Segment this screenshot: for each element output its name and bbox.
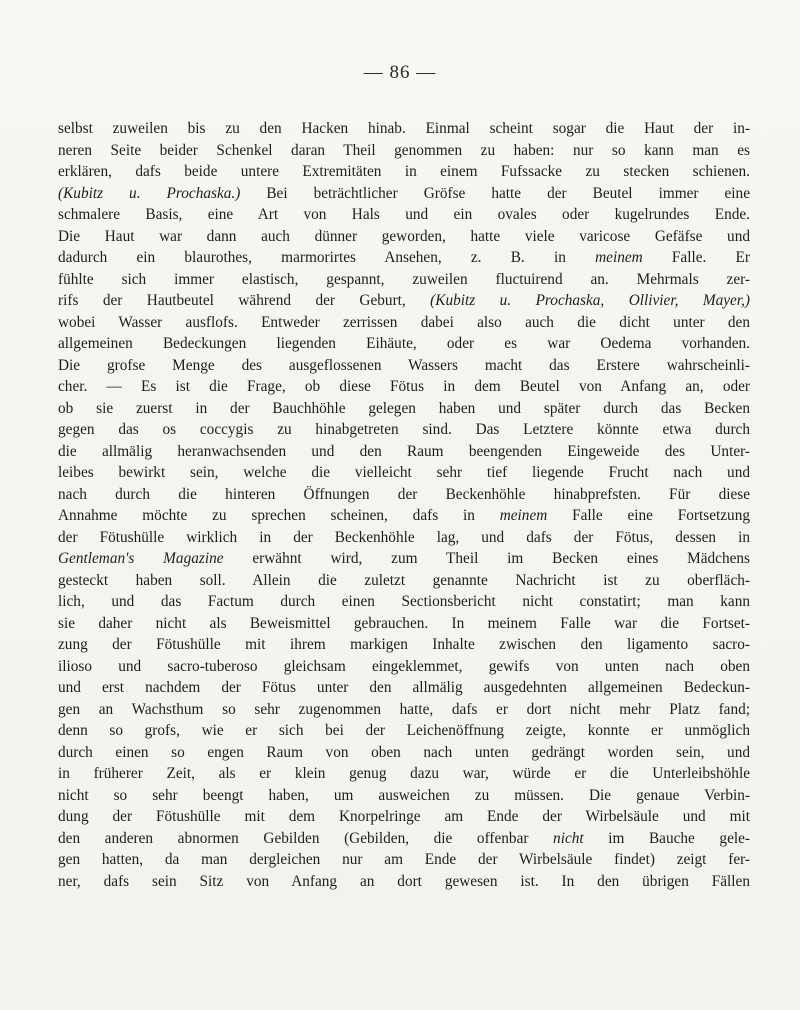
text-line [58, 699, 750, 721]
text-line [58, 849, 750, 871]
text-line [58, 398, 750, 420]
text-line [58, 828, 750, 850]
text-segment: sie daher nicht als Beweismittel gebrauchen. In meinem Falle war die Fortset- [58, 614, 750, 632]
text-line [58, 548, 750, 570]
text-line [58, 527, 750, 549]
text-line [58, 161, 750, 183]
text-line [58, 118, 750, 140]
italic-text: Gentleman's Magazine [58, 550, 224, 567]
text-line [58, 720, 750, 742]
text-segment: ob sie zuerst in der Bauchhöhle gelegen haben und später durch das Becken [58, 399, 750, 417]
text-line [58, 247, 750, 269]
text-segment: wobei Wasser ausflofs. Entweder zerrissen dabei also auch die dicht unter den [58, 313, 750, 331]
text-segment: schmalere Basis, eine Art von Hals und ein ovales oder kugelrundes Ende. [58, 206, 750, 223]
text-segment: erwähnt wird, zum Theil im Becken eines Mädchens [223, 550, 750, 567]
text-segment: denn so grofs, wie er sich bei der Leichenöffnung zeigte, konnte er unmöglich [58, 722, 750, 739]
text-segment: gen an Wachsthum so sehr zugenommen hatte, dafs er dort nicht mehr Platz fand; [58, 700, 750, 718]
text-segment: Die grofse Menge des ausgeflossenen Wassers macht das Erstere wahrscheinli- [58, 356, 750, 374]
text-segment: Falle. Er [642, 249, 750, 266]
text-line [58, 419, 750, 441]
italic-text: meinem [499, 507, 548, 524]
text-line [58, 269, 750, 291]
body-text [58, 118, 750, 892]
text-line [58, 204, 750, 226]
text-segment: im Bauche gele- [583, 829, 750, 847]
text-segment: gesteckt haben soll. Allein die zuletzt genannte Nachricht ist zu oberfläch- [58, 571, 750, 589]
text-line [58, 591, 750, 613]
text-segment: Falle eine Fortsetzung [547, 507, 751, 524]
text-line [58, 742, 750, 764]
text-segment: dadurch ein blaurothes, marmorirtes Ansehen, z. B. in [58, 249, 596, 266]
text-line [58, 634, 750, 656]
text-line [58, 462, 750, 484]
text-segment: Die Haut war dann auch dünner geworden, hatte viele varicose Gefäfse und [58, 227, 750, 245]
page-number: — 86 — [363, 62, 437, 83]
text-line [58, 290, 750, 312]
text-segment: dung der Fötushülle mit dem Knorpelringe am Ende der Wirbelsäule und mit [58, 808, 750, 825]
text-line [58, 570, 750, 592]
text-segment: fühlte sich immer elastisch, gespannt, zuweilen fluctuirend an. Mehrmals zer- [58, 270, 750, 288]
text-segment: durch einen so engen Raum von oben nach unten gedrängt worden sein, und [58, 743, 750, 761]
text-line [58, 226, 750, 248]
text-segment: lich, und das Factum durch einen Sectionsbericht nicht constatirt; man kann [58, 593, 750, 610]
text-segment: Bei beträchtlicher Gröfse hatte der Beutel immer eine [240, 184, 750, 202]
text-segment: selbst zuweilen bis zu den Hacken hinab. Einmal scheint sogar die Haut der in- [58, 120, 750, 137]
text-line [58, 484, 750, 506]
italic-text: (Kubitz u. Prochaska, Ollivier, Mayer,) [430, 292, 750, 309]
text-segment: gen hatten, da man dergleichen nur am Ende der Wirbelsäule findet) zeigt fer- [58, 851, 750, 868]
text-line [58, 355, 750, 377]
text-segment: ner, dafs sein Sitz von Anfang an dort gewesen ist. In den übrigen Fällen [58, 872, 750, 890]
text-line [58, 505, 750, 527]
text-line [58, 785, 750, 807]
text-segment: den anderen abnormen Gebilden (Gebilden, die offenbar [58, 829, 554, 847]
text-line [58, 183, 750, 205]
text-line [58, 677, 750, 699]
text-segment: gegen das os coccygis zu hinabgetreten sind. Das Letztere könnte etwa durch [58, 421, 750, 438]
text-segment: neren Seite beider Schenkel daran Theil genommen zu haben: nur so kann man es [58, 141, 750, 159]
text-segment: und erst nachdem der Fötus unter den allmälig ausgedehnten allgemeinen Bedeckun- [58, 679, 750, 696]
text-segment: allgemeinen Bedeckungen liegenden Eihäute, oder es war Oedema vorhanden. [58, 335, 750, 352]
italic-text: nicht [553, 829, 584, 847]
text-segment: nicht so sehr beengt haben, um ausweichen zu müssen. Die genaue Verbin- [58, 786, 750, 804]
text-line [58, 376, 750, 398]
text-segment: leibes bewirkt sein, welche die vielleicht sehr tief liegende Frucht nach und [58, 464, 750, 481]
text-segment: nach durch die hinteren Öffnungen der Beckenhöhle hinabprefsten. Für diese [58, 485, 750, 503]
text-line [58, 140, 750, 162]
text-segment: der Fötushülle wirklich in der Beckenhöhle lag, und dafs der Fötus, dessen in [58, 528, 750, 546]
text-segment: cher. — Es ist die Frage, ob diese Fötus in dem Beutel von Anfang an, oder [58, 378, 750, 395]
text-segment: in früherer Zeit, als er klein genug dazu war, würde er die Unterleibshöhle [58, 765, 750, 782]
text-segment: zung der Fötushülle mit ihrem markigen Inhalte zwischen den ligamento sacro- [58, 636, 750, 653]
text-line [58, 871, 750, 893]
text-segment: Annahme möchte zu sprechen scheinen, dafs in [58, 507, 500, 524]
text-line [58, 333, 750, 355]
text-line [58, 312, 750, 334]
italic-text: meinem [595, 249, 643, 266]
text-segment: rifs der Hautbeutel während der Geburt, [58, 292, 431, 309]
text-segment: erklären, dafs beide untere Extremitäten in einem Fufssacke zu stecken schienen. [58, 163, 750, 180]
text-line [58, 613, 750, 635]
text-line [58, 441, 750, 463]
text-line [58, 763, 750, 785]
text-segment: ilioso und sacro-tuberoso gleichsam eingeklemmet, gewifs von unten nach oben [58, 657, 750, 675]
italic-text: (Kubitz u. Prochaska.) [58, 184, 241, 202]
text-line [58, 806, 750, 828]
text-line [58, 656, 750, 678]
text-segment: die allmälig heranwachsenden und den Raum beengenden Eingeweide des Unter- [58, 442, 750, 460]
